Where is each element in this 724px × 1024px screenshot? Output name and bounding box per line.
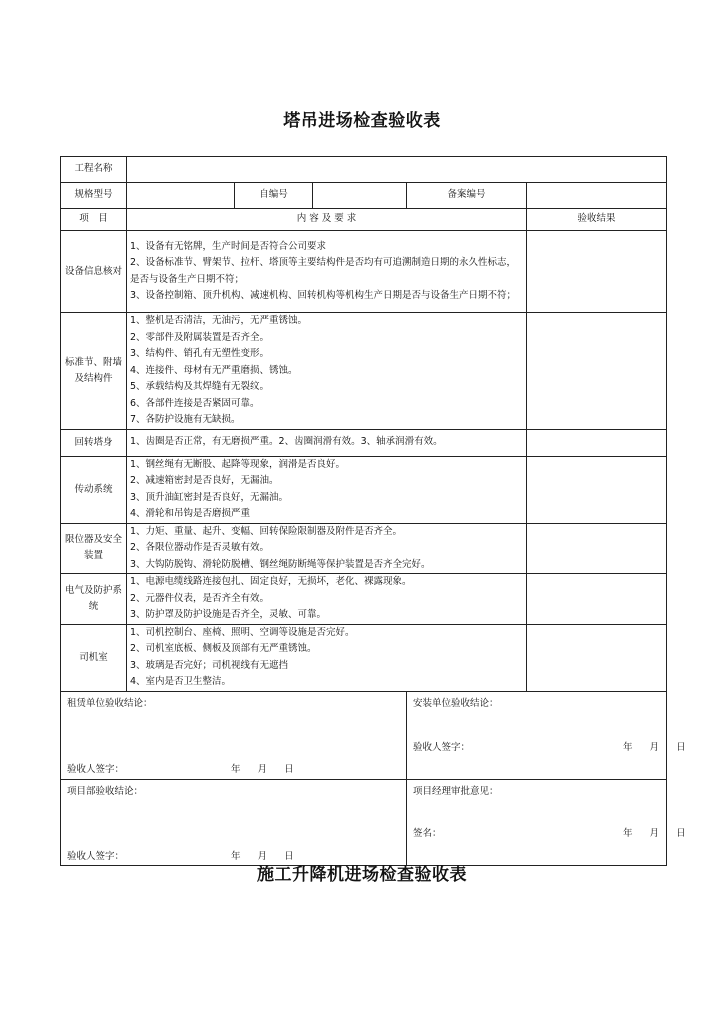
row-content [127,624,527,691]
requirement-line: 3、防护罩及防护设施是否齐全，灵敏、可靠。 [130,609,327,620]
column-header-row [61,209,667,231]
requirement-line: 3、玻璃是否完好；司机视线有无遮挡 [130,659,289,671]
manager-approval-title: 项目经理审批意见： [413,785,499,797]
row-label: 司机室 [61,624,127,691]
requirement-line: 1、司机控制台、座椅、照明、空调等设施是否完好。 [130,626,355,638]
rental-date: 年 月 日 [231,763,294,775]
model-field[interactable] [127,183,235,209]
requirement-line: 3、结构件、销孔有无塑性变形。 [130,348,270,359]
rental-conclusion-cell[interactable] [61,691,407,779]
self-number-field[interactable] [313,183,407,209]
install-conclusion-title: 安装单位验收结论： [413,697,499,709]
model-row [61,183,667,209]
result-cell[interactable] [527,231,667,313]
row-cab [61,624,667,691]
project-name-row [61,157,667,183]
inspection-table [60,156,686,866]
project-conclusion-title: 项目部验收结论： [67,785,144,797]
requirement-line: 1、齿圈是否正常，有无磨损严重。2、齿圈润滑有效。3、轴承润滑有效。 [130,436,443,448]
row-content [127,429,527,456]
row-label: 限位器及安全装置 [61,523,127,574]
requirement-line: 2、减速箱密封是否良好，无漏油。 [130,475,279,486]
manager-date: 年 月 日 [623,827,686,839]
row-label: 设备信息核对 [61,231,127,313]
next-document-title: 施工升降机进场检查验收表 [257,865,467,885]
requirement-line: 2、零部件及附属装置是否齐全。 [130,331,270,343]
requirement-line: 3、大钩防脱钩、滑轮防脱槽、钢丝绳防断绳等保护装置是否齐全完好。 [130,558,431,570]
col-header-result: 验收结果 [527,209,667,231]
row-standard-sections [61,313,667,430]
requirement-line: 3、顶升油缸密封是否良好，无漏油。 [130,491,289,503]
result-cell[interactable] [527,313,667,430]
row-label: 标准节、附墙及结构件 [61,313,127,430]
requirement-line: 2、元器件仪表，是否齐全有效。 [130,592,270,604]
row-label: 回转塔身 [61,429,127,456]
project-date: 年 月 日 [231,850,294,862]
row-content [127,523,527,574]
conclusion-row-2 [61,779,667,865]
col-header-item: 项 目 [61,209,127,231]
row-limiters-safety [61,523,667,574]
requirement-line: 5、承载结构及其焊缝有无裂纹。 [130,381,270,392]
result-cell[interactable] [527,574,667,625]
requirement-line: 7、各防护设施有无缺损。 [130,414,241,425]
install-date: 年 月 日 [623,741,686,753]
row-content [127,456,527,523]
self-number-label: 自编号 [235,183,313,209]
result-cell[interactable] [527,624,667,691]
requirement-line: 1、电源电缆线路连接包扎、固定良好，无损坏，老化、裸露现象。 [130,576,412,587]
requirement-line: 2、各限位器动作是否灵敏有效。 [130,542,270,553]
conclusion-row-1 [61,691,667,779]
record-number-label: 备案编号 [407,183,527,209]
row-content [127,313,527,430]
model-label: 规格型号 [61,183,127,209]
requirement-line: 1、设备有无铭牌，生产时间是否符合公司要求 [130,240,327,252]
requirement-line: 3、设备控制箱、顶升机构、减速机构、回转机构等机构生产日期是否与设备生产日期不符； [130,290,517,301]
row-label: 传动系统 [61,456,127,523]
requirement-line: 1、力矩、重量、起升、变幅、回转保险限制器及附件是否齐全。 [130,525,403,537]
requirement-line: 4、连接件、母材有无严重磨损、锈蚀。 [130,364,298,376]
row-slewing-tower [61,429,667,456]
install-sign-label: 验收人签字： [413,741,471,753]
rental-conclusion-title: 租赁单位验收结论： [67,697,153,709]
requirement-line: 2、司机室底板、侧板及顶部有无严重锈蚀。 [130,643,317,654]
requirement-line: 4、室内是否卫生整洁。 [130,676,232,687]
result-cell[interactable] [527,429,667,456]
rental-sign-label: 验收人签字： [67,763,125,775]
requirement-line: 4、滑轮和吊钩是否磨损严重 [130,508,251,519]
requirement-line: 1、钢丝绳有无断股、起降等现象，润滑是否良好。 [130,458,346,470]
manager-sign-label: 签名： [413,827,442,839]
row-transmission [61,456,667,523]
col-header-content: 内 容 及 要 求 [127,209,527,231]
row-content [127,231,527,313]
project-name-label: 工程名称 [61,157,127,183]
row-label: 电气及防护系统 [61,574,127,625]
row-equipment-info [61,231,667,313]
result-cell[interactable] [527,456,667,523]
row-electrical [61,574,667,625]
document-title: 塔吊进场检查验收表 [283,111,441,131]
record-number-field[interactable] [527,183,667,209]
requirement-line: 2、设备标准节、臂架节、拉杆、塔顶等主要结构件是否均有可追溯制造日期的永久性标志，是否与设备生产日期不符； [130,257,517,285]
project-conclusion-cell[interactable] [61,779,407,865]
project-name-field[interactable] [127,157,667,183]
requirement-line: 6、各部件连接是否紧固可靠。 [130,397,260,409]
manager-approval-cell[interactable] [407,779,686,865]
requirement-line: 1、整机是否清洁，无油污，无严重锈蚀。 [130,315,308,326]
row-content [127,574,527,625]
project-sign-label: 验收人签字： [67,850,125,862]
install-conclusion-cell[interactable] [407,691,686,779]
result-cell[interactable] [527,523,667,574]
